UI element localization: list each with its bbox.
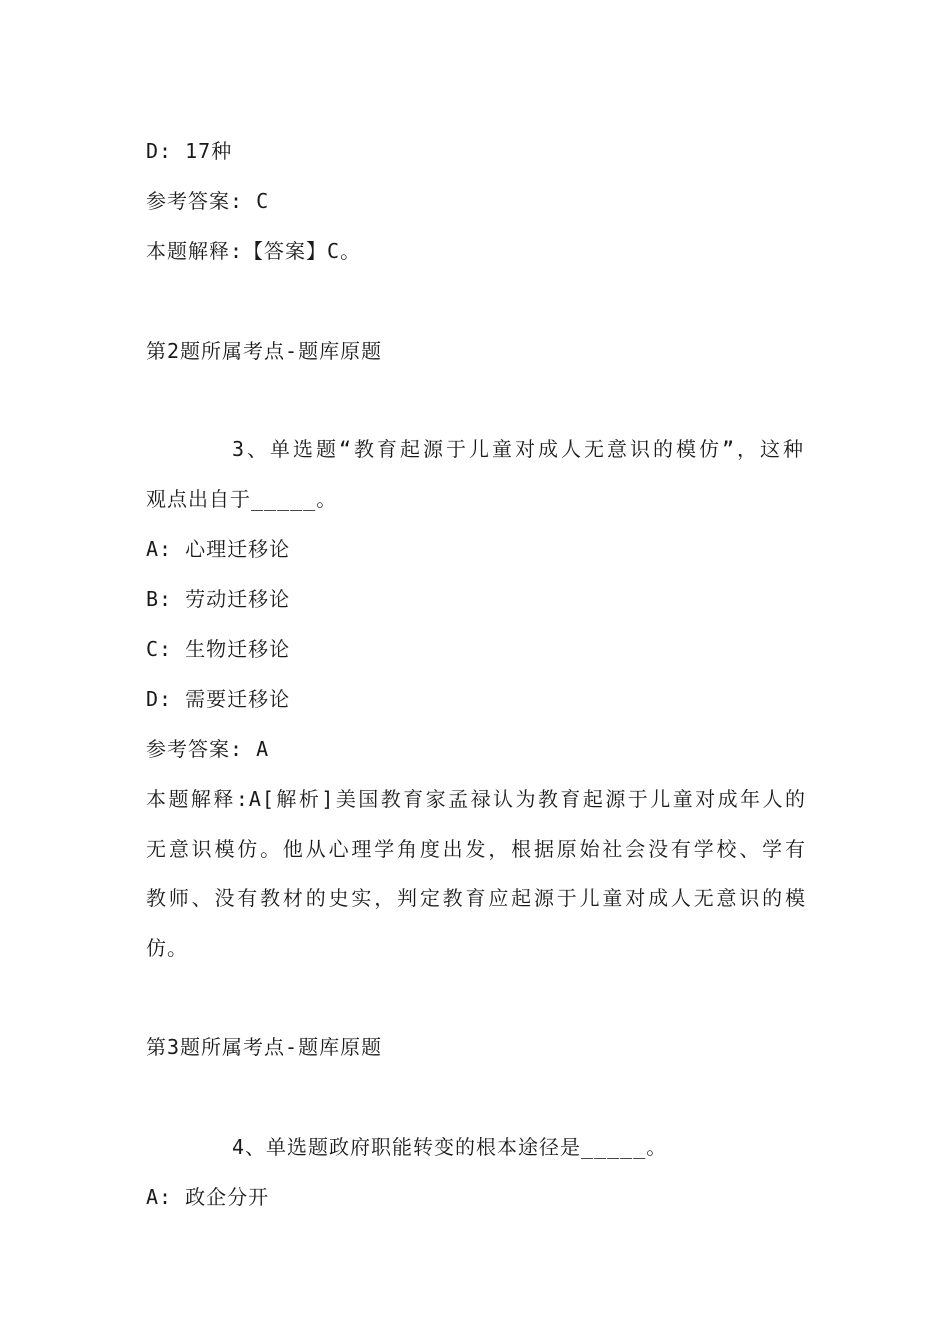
q2-section-label: 第2题所属考点-题库原题 <box>146 339 383 363</box>
q2-explanation: 本题解释:【答案】C。 <box>146 239 362 263</box>
q3-option-d: D: 需要迁移论 <box>146 687 291 711</box>
q3-explanation-line4: 仿。 <box>146 936 188 960</box>
q3-stem-line2: 观点出自于_____。 <box>146 487 338 511</box>
q4-option-a: A: 政企分开 <box>146 1185 270 1209</box>
q2-option-d: D: 17种 <box>146 139 233 163</box>
q3-explanation-line2: 无意识模仿。他从心理学角度出发，根据原始社会没有学校、学有 <box>146 837 806 861</box>
q3-option-b: B: 劳动迁移论 <box>146 587 291 611</box>
q4-stem: 4、单选题政府职能转变的根本途径是_____。 <box>232 1135 668 1159</box>
q3-explanation-line1: 本题解释:A[解析]美国教育家孟禄认为教育起源于儿童对成年人的 <box>146 787 806 811</box>
q3-answer: 参考答案: A <box>146 737 270 761</box>
q2-answer: 参考答案: C <box>146 189 270 213</box>
q3-option-c: C: 生物迁移论 <box>146 637 291 661</box>
q3-stem-line1: 3、单选题“教育起源于儿童对成人无意识的模仿”，这种 <box>232 437 804 461</box>
q3-option-a: A: 心理迁移论 <box>146 537 291 561</box>
q3-explanation-line3: 教师、没有教材的史实，判定教育应起源于儿童对成人无意识的模 <box>146 886 806 910</box>
q3-section-label: 第3题所属考点-题库原题 <box>146 1035 383 1059</box>
